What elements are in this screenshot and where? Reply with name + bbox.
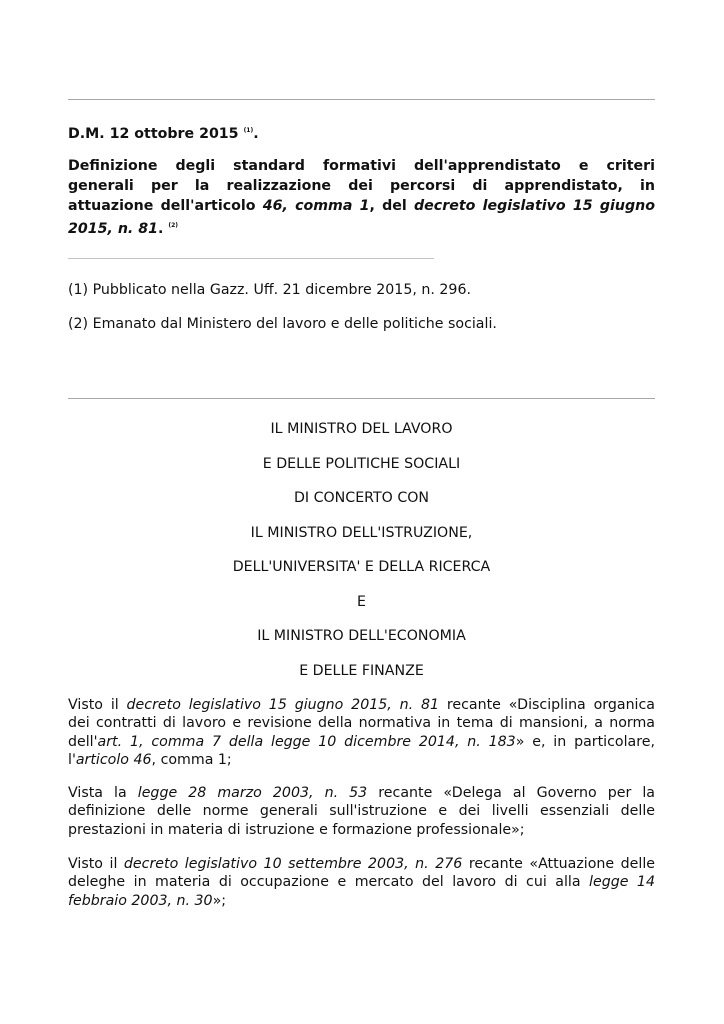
paragraph-text: » e, in particolare, bbox=[515, 733, 655, 750]
paragraph-text: deleghe in materia di occupazione e mercato del lavoro di cui alla bbox=[68, 874, 590, 891]
article-link[interactable]: articolo 46 bbox=[75, 751, 152, 768]
preamble-line: E DELLE POLITICHE SOCIALI bbox=[262, 456, 461, 472]
paragraph-line bbox=[68, 855, 655, 873]
preamble-line: E DELLE FINANZE bbox=[299, 663, 424, 679]
paragraph-line bbox=[68, 873, 655, 891]
decree-link[interactable]: decreto legislativo 10 settembre 2003, n. 276 bbox=[123, 856, 463, 872]
subtitle-text: attuazione dell'articolo bbox=[68, 198, 263, 214]
decree-title bbox=[68, 122, 259, 143]
paragraph-text: Visto il bbox=[68, 856, 124, 872]
subtitle-line-4 bbox=[68, 216, 655, 236]
subtitle-line-1: Definizione degli standard formativi dell'apprendistato e criteri bbox=[68, 158, 655, 174]
subtitle-line-3 bbox=[68, 196, 655, 216]
decree-link[interactable]: decreto legislativo 15 giugno 2015, n. 81 bbox=[126, 697, 440, 713]
paragraph-line bbox=[68, 751, 655, 769]
law-link[interactable]: legge 28 marzo 2003, n. 53 bbox=[137, 785, 368, 801]
decree-link-cont[interactable]: 2015, n. 81 bbox=[68, 221, 158, 237]
paragraph-line bbox=[68, 733, 655, 751]
paragraph-text: recante «Disciplina organica bbox=[439, 697, 655, 713]
law-link[interactable]: art. 1, comma 7 della legge 10 dicembre 2014, n. 183 bbox=[97, 733, 516, 750]
article-link[interactable]: 46, comma 1 bbox=[262, 198, 370, 214]
paragraph-text: »; bbox=[212, 892, 227, 909]
paragraph-text: Visto il bbox=[68, 697, 127, 713]
footnote-2: (2) Emanato dal Ministero del lavoro e delle politiche sociali. bbox=[68, 316, 497, 332]
law-link[interactable]: legge 14 bbox=[589, 874, 655, 891]
subtitle-line-2: generali per la realizzazione dei percorsi di apprendistato, in bbox=[68, 178, 655, 194]
paragraph-line: definizione delle norme generali sull'istruzione e dei livelli essenziali delle bbox=[68, 803, 655, 820]
paragraph-line bbox=[68, 784, 655, 802]
preamble-line: IL MINISTRO DELL'ISTRUZIONE, bbox=[250, 525, 473, 541]
decree-subtitle bbox=[68, 156, 655, 236]
subtitle-text: , del bbox=[369, 198, 415, 214]
paragraph-line bbox=[68, 696, 655, 714]
decree-title-text: D.M. 12 ottobre 2015 bbox=[68, 126, 239, 142]
paragraph-line bbox=[68, 892, 655, 910]
decree-link[interactable]: decreto legislativo 15 giugno bbox=[414, 198, 655, 214]
footnote-1: (1) Pubblicato nella Gazz. Uff. 21 dicembre 2015, n. 296. bbox=[68, 282, 471, 298]
law-link-cont[interactable]: febbraio 2003, n. 30 bbox=[68, 892, 213, 909]
preamble-line: IL MINISTRO DEL LAVORO bbox=[270, 421, 453, 437]
paragraph-text: , comma 1; bbox=[151, 751, 232, 768]
subtitle-text: . bbox=[158, 221, 164, 237]
paragraph-line: prestazioni in materia di istruzione e formazione professionale»; bbox=[68, 821, 525, 838]
recital-paragraph-3 bbox=[68, 855, 655, 910]
decree-title-end: . bbox=[253, 126, 259, 142]
paragraph-line: dei contratti di lavoro e revisione della normativa in tema di mansioni, a norma bbox=[68, 715, 655, 732]
footnote-ref-2[interactable]: (2) bbox=[168, 222, 179, 229]
footnote-divider bbox=[68, 258, 434, 259]
paragraph-text: recante «Delega al Governo per la bbox=[367, 785, 655, 801]
preamble-line: DELL'UNIVERSITA' E DELLA RICERCA bbox=[232, 559, 491, 575]
paragraph-text: recante «Attuazione delle bbox=[462, 856, 656, 872]
preamble-line: E bbox=[357, 594, 366, 610]
paragraph-text: Vista la bbox=[68, 785, 138, 801]
recital-paragraph-2 bbox=[68, 784, 655, 839]
paragraph-text: l' bbox=[68, 751, 76, 768]
paragraph-text: dell' bbox=[68, 733, 98, 750]
recital-paragraph-1 bbox=[68, 696, 655, 769]
section-divider bbox=[68, 398, 655, 399]
preamble-line: DI CONCERTO CON bbox=[293, 490, 430, 506]
footnote-ref-1[interactable]: (1) bbox=[243, 127, 254, 134]
top-divider bbox=[68, 99, 655, 100]
preamble-line: IL MINISTRO DELL'ECONOMIA bbox=[257, 628, 466, 644]
